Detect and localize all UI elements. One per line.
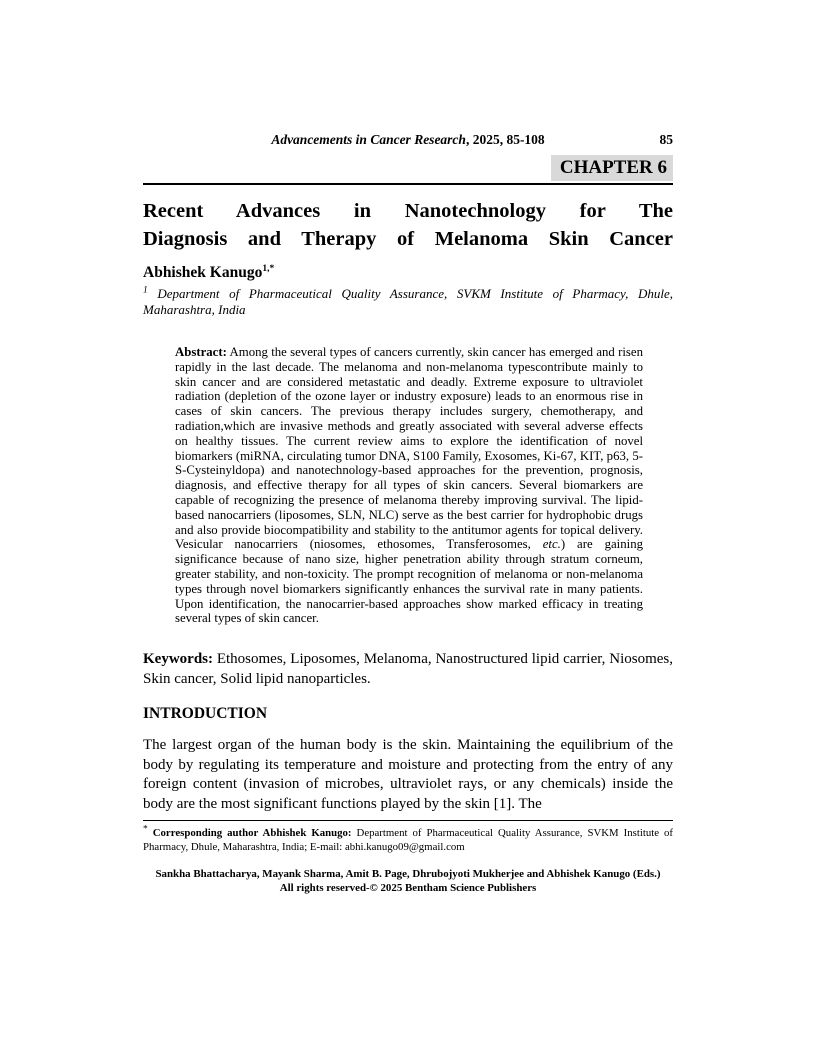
abstract [175, 345, 643, 626]
keywords [143, 650, 673, 689]
page-number: 85 [659, 132, 673, 147]
rights-line: All rights reserved-© 2025 Bentham Science Publishers [279, 882, 537, 894]
issue-info: , 2025, 85-108 [465, 132, 545, 147]
chapter-title-line-2: Diagnosis and Therapy of Melanoma Skin Cancer [143, 228, 673, 250]
author-superscript: 1,* [262, 263, 275, 274]
chapter-rule [143, 155, 673, 185]
corresponding-author-footnote [143, 820, 673, 854]
chapter-title-line-1: Recent Advances in Nanotechnology for The [143, 200, 673, 222]
keywords-text: Ethosomes, Liposomes, Melanoma, Nanostructured lipid carrier, Niosomes, Skin cancer, Solid lipid nanoparticles. [143, 651, 673, 687]
abstract-etc: etc. [542, 537, 561, 552]
journal-title: Advancements in Cancer Research [271, 132, 466, 147]
footnote-text: Department of Pharmaceutical Quality Assurance, SVKM Institute of Pharmacy, Dhule, Maharashtra, India; E-mail: abhi.kanugo09@gmail.com [143, 827, 673, 853]
affiliation-text: Department of Pharmaceutical Quality Assurance, SVKM Institute of Pharmacy, Dhule, Maharashtra, India [143, 286, 673, 317]
chapter-badge: CHAPTER 6 [551, 155, 673, 181]
publisher-block [143, 867, 673, 895]
footnote-marker: * [143, 824, 148, 835]
introduction-paragraph: The largest organ of the human body is the skin. Maintaining the equilibrium of the body by regulating its temperature and moisture and protecting from the entry of any foreign content (invasion of microbes, ultraviolet rays, or any chemicals) inside the body are the most significant functions played by the skin [1]. The [143, 737, 673, 812]
abstract-text-1: Among the several types of cancers currently, skin cancer has emerged and risen rapidly in the last decade. The melanoma and non-melanoma typescontribute mainly to skin cancer and are considered metastatic and deadly. Extreme exposure to ultraviolet radiation (depletion of the ozone layer or industry exposure) leads to an enormous rise in cases of skin cancers. The previous therapy includes surgery, chemotherapy, and radiation,which are invasive methods and greatly associated with several adverse effects on healthy tissues. The current review aims to explore the identification of novel biomarkers (miRNA, circulating tumor DNA, S100 Family, Exosomes, Ki-67, KIT, p63, 5-S-Cysteinyldopa) and nanotechnology-based approaches for the prevention, prognosis, diagnosis, and effective therapy for all types of skin cancers. Several biomarkers are capable of recognizing the presence of melanoma thereby improving survival. The lipid-based nanocarriers (liposomes, SLN, NLC) serve as the best carrier for hydrophobic drugs and also provide biocompatibility and stability to the antitumor agents for topical delivery. Vesicular nanocarriers (niosomes, ethosomes, Transferosomes, [175, 345, 643, 552]
editors-line: Sankha Bhattacharya, Mayank Sharma, Amit B. Page, Dhrubojyoti Mukherjee and Abhishek Kanugo (Eds.) [155, 868, 661, 880]
keywords-label: Keywords: [143, 651, 213, 668]
author-name: Abhishek Kanugo [143, 264, 263, 281]
introduction-heading: INTRODUCTION [143, 705, 268, 723]
chapter-title [143, 197, 673, 253]
affiliation-marker: 1 [143, 285, 148, 296]
page-footer [143, 820, 673, 895]
running-head [143, 131, 673, 148]
abstract-label: Abstract: [175, 345, 227, 359]
running-head-text [271, 132, 544, 147]
affiliation [143, 286, 673, 318]
footnote-bold-text: Corresponding author Abhishek Kanugo: [147, 827, 352, 839]
abstract-text-2: ) are gaining significance because of nano size, higher penetration ability through stratum corneum, greater stability, and non-toxicity. The prompt recognition of melanoma or non-melanoma types through novel biomarkers significantly enhances the survival rate in many patients. Upon identification, the nanocarrier-based approaches show marked efficacy in treating several types of skin cancer. [175, 537, 643, 626]
author-line [143, 264, 673, 282]
